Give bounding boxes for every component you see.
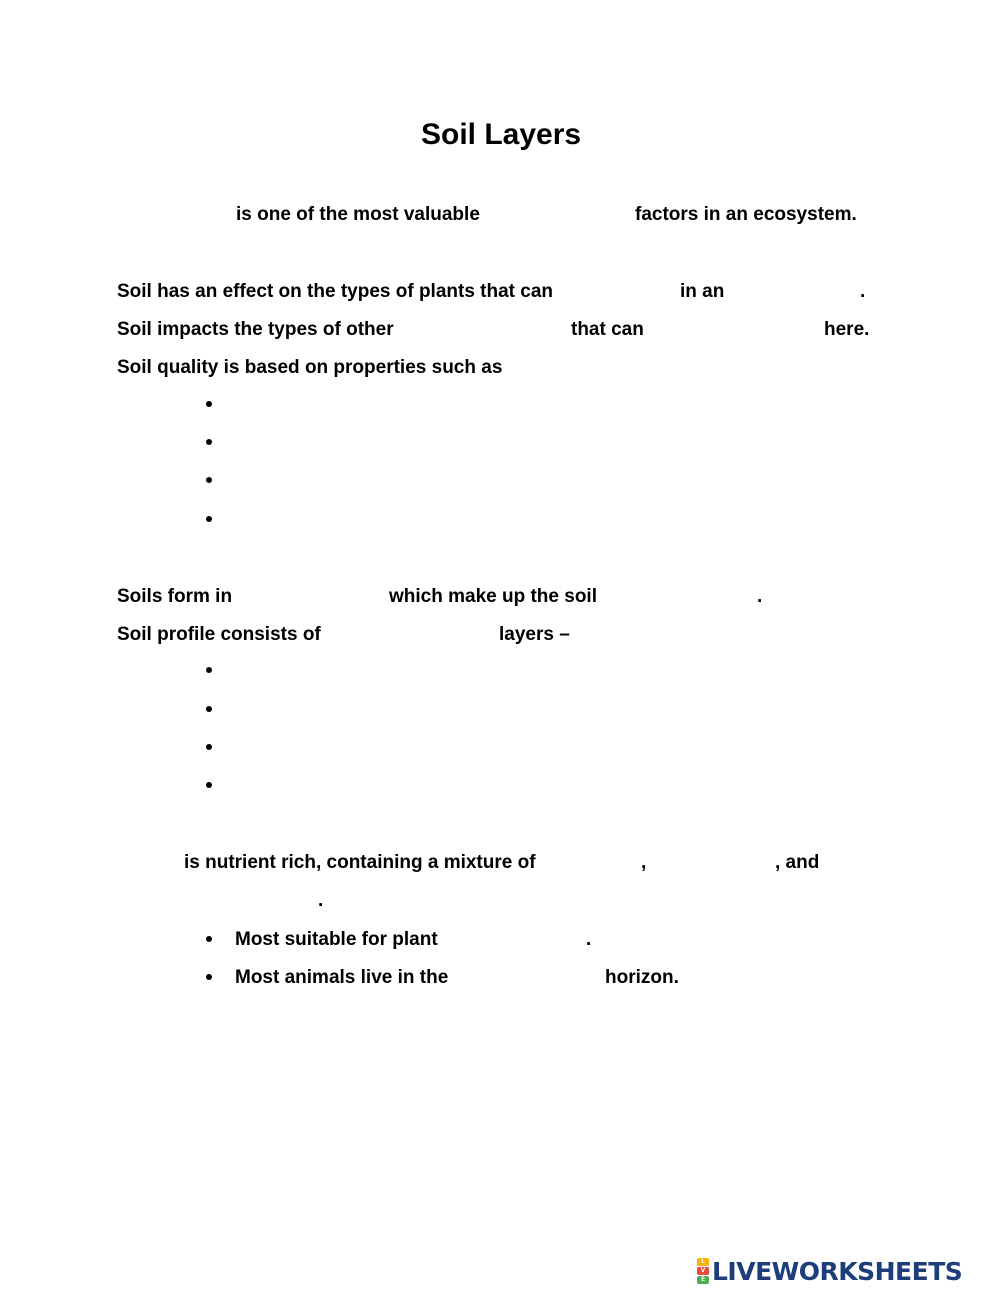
blank-field[interactable]: [230, 506, 490, 532]
blank-field[interactable]: [243, 584, 381, 610]
blank-field[interactable]: [184, 888, 312, 914]
bullet-point: [206, 401, 212, 407]
blank-field[interactable]: [500, 202, 626, 228]
blank-field[interactable]: [230, 696, 490, 722]
sentence-text: layers –: [499, 624, 570, 645]
blank-field[interactable]: [332, 622, 490, 648]
bullet-text: Most animals live in the: [235, 967, 449, 988]
blank-field[interactable]: [735, 279, 857, 305]
sentence-text: .: [586, 929, 592, 950]
blank-field[interactable]: [230, 772, 490, 798]
sentence-text: here.: [824, 319, 870, 340]
sentence-text: .: [757, 586, 763, 607]
sentence-text: Soil has an effect on the types of plants that can: [117, 281, 554, 302]
blank-field[interactable]: [230, 657, 490, 683]
bullet-point: [206, 744, 212, 750]
sentence-text: Soil profile consists of: [117, 624, 321, 645]
sentence-text: which make up the soil: [389, 586, 597, 607]
bullet-text: Most suitable for plant: [235, 929, 438, 950]
bullet-point: [206, 439, 212, 445]
page-title: Soil Layers: [421, 118, 582, 151]
sentence-text: , and: [775, 852, 820, 873]
blank-field[interactable]: [117, 850, 177, 876]
blank-field[interactable]: [562, 850, 636, 876]
blank-field[interactable]: [414, 317, 564, 343]
blank-field[interactable]: [230, 734, 490, 760]
sentence-text: is nutrient rich, containing a mixture of: [184, 852, 536, 873]
blank-field[interactable]: [468, 965, 598, 991]
logo-text: LIVEWORKSHEETS: [712, 1256, 963, 1286]
bullet-point: [206, 974, 212, 980]
blank-field[interactable]: [657, 317, 817, 343]
bullet-point: [206, 706, 212, 712]
sentence-text: .: [318, 890, 324, 911]
bullet-point: [206, 516, 212, 522]
logo-tile: L: [697, 1258, 709, 1266]
bullet-point: [206, 782, 212, 788]
liveworksheets-logo: [697, 1255, 962, 1287]
sentence-text: Soil impacts the types of other: [117, 319, 394, 340]
sentence-text: .: [860, 281, 866, 302]
blank-field[interactable]: [580, 279, 672, 305]
blank-field[interactable]: [460, 927, 580, 953]
blank-field[interactable]: [230, 467, 490, 493]
blank-field[interactable]: [654, 850, 769, 876]
bullet-point: [206, 477, 212, 483]
blank-field[interactable]: [230, 391, 490, 417]
sentence-text: in an: [680, 281, 725, 302]
blank-field[interactable]: [615, 584, 753, 610]
bullet-point: [206, 667, 212, 673]
sentence-text: that can: [571, 319, 644, 340]
blank-field[interactable]: [230, 429, 490, 455]
logo-tile: E: [697, 1276, 709, 1284]
logo-tile: V: [697, 1267, 709, 1275]
sentence-text: factors in an ecosystem.: [635, 204, 857, 225]
sentence-text: ,: [641, 852, 647, 873]
blank-field[interactable]: [117, 202, 227, 228]
sentence-text: Soil quality is based on properties such as: [117, 357, 503, 378]
sentence-text: is one of the most valuable: [236, 204, 480, 225]
logo-tiles-icon: [697, 1258, 709, 1284]
sentence-text: Soils form in: [117, 586, 233, 607]
sentence-text: horizon.: [605, 967, 679, 988]
bullet-point: [206, 936, 212, 942]
